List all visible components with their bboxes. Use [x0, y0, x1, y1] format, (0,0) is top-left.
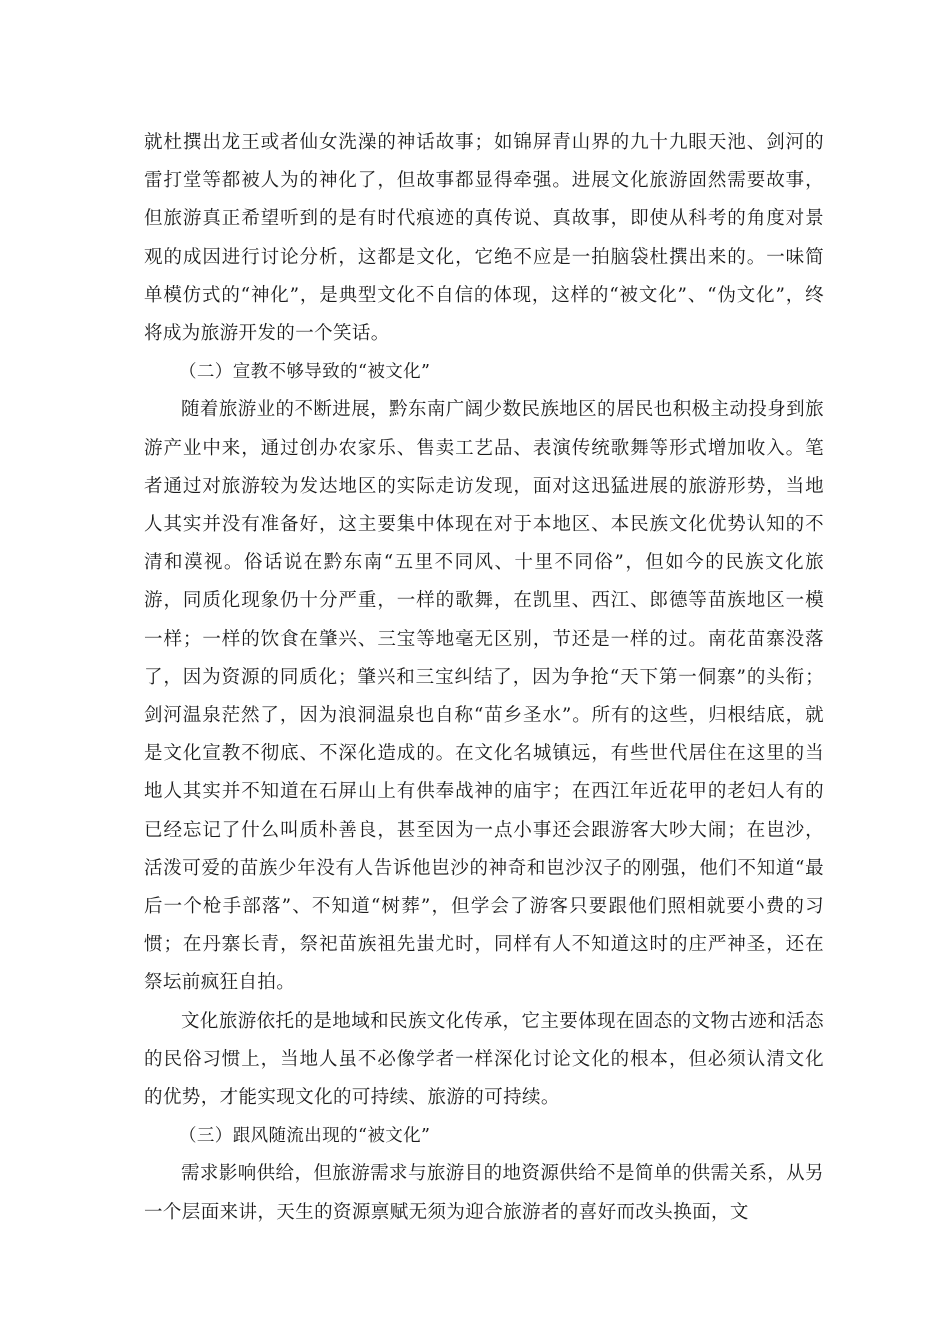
paragraph: 文化旅游依托的是地域和民族文化传承，它主要体现在固态的文物古迹和活态的民俗习惯上，当地人虽不必像学者一样深化讨论文化的根本，但必须认清文化的优势，才能实现文化的可持续、旅游的可持续。 [144, 1010, 824, 1109]
section-heading-3: （三）跟风随流出现的“被文化” [179, 1126, 431, 1147]
paragraph-continued: 就杜撰出龙王或者仙女洗澡的神话故事；如锦屏青山界的九十九眼天池、剑河的雷打堂等都被人为的神化了，但故事都显得牵强。进展文化旅游固然需要故事，但旅游真正希望听到的是有时代痕迹的真传说、真故事，即使从科考的角度对景观的成因进行讨论分析，这都是文化，它绝不应是一拍脑袋杜撰出来的。一味简单模仿式的“神化”，是典型文化不自信的体现，这样的“被文化”、“伪文化”，终将成为旅游开发的一个笑话。 [144, 132, 824, 345]
document-body [144, 124, 824, 1232]
section-heading-2: （二）宣教不够导致的“被文化” [179, 362, 431, 383]
paragraph: 随着旅游业的不断进展，黔东南广阔少数民族地区的居民也积极主动投身到旅游产业中来，通过创办农家乐、售卖工艺品、表演传统歌舞等形式增加收入。笔者通过对旅游较为发达地区的实际走访发现，面对这迅猛进展的旅游形势，当地人其实并没有准备好，这主要集中体现在对于本地区、本民族文化优势认知的不清和漠视。俗话说在黔东南“五里不同风、十里不同俗”，但如今的民族文化旅游，同质化现象仍十分严重，一样的歌舞，在凯里、西江、郎德等苗族地区一模一样；一样的饮食在肇兴、三宝等地毫无区别，节还是一样的过。南花苗寨没落了，因为资源的同质化；肇兴和三宝纠结了，因为争抢“天下第一侗寨”的头衔；剑河温泉茫然了，因为浪洞温泉也自称“苗乡圣水”。所有的这些，归根结底，就是文化宣教不彻底、不深化造成的。在文化名城镇远，有些世代居住在这里的当地人其实并不知道在石屏山上有供奉战神的庙宇；在西江年近花甲的老妇人有的已经忘记了什么叫质朴善良，甚至因为一点小事还会跟游客大吵大闹；在岜沙，活泼可爱的苗族少年没有人告诉他岜沙的神奇和岜沙汉子的刚强，他们不知道“最后一个枪手部落”、不知道“树葬”，但学会了游客只要跟他们照相就要小费的习惯；在丹寨长青，祭祀苗族祖先蚩尤时，同样有人不知道这时的庄严神圣，还在祭坛前疯狂自拍。 [144, 399, 824, 994]
paragraph: 需求影响供给，但旅游需求与旅游目的地资源供给不是简单的供需关系，从另一个层面来讲，天生的资源禀赋无须为迎合旅游者的喜好而改头换面，文 [144, 1163, 824, 1223]
